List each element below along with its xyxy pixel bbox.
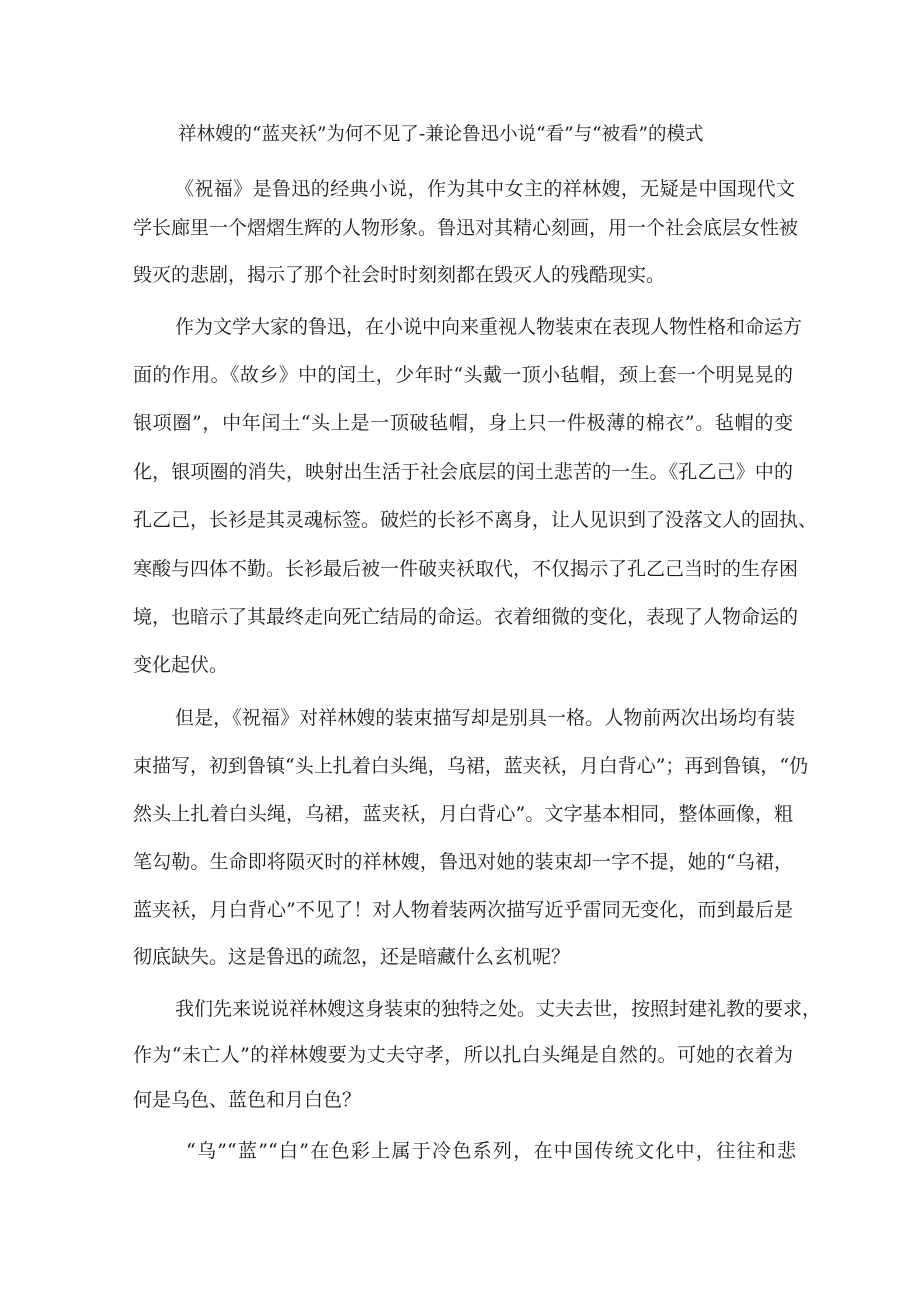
paragraph-1-line-3: 毁灭的悲剧，揭示了那个社会时时刻刻都在毁灭人的残酷现实。: [133, 264, 666, 286]
paragraph-4-line-2: 作为“未亡人”的祥林嫂要为丈夫守孝，所以扎白头绳是自然的。可她的衣着为: [133, 1044, 793, 1066]
paragraph-2-line-1: 作为文学大家的鲁迅，在小说中向来重视人物装束在表现人物性格和命运方: [175, 316, 803, 338]
paragraph-2-line-6: 寒酸与四体不勤。长衫最后被一件破夹袄取代，不仅揭示了孔乙己当时的生存困: [133, 558, 799, 580]
paragraph-2-line-8: 变化起伏。: [133, 654, 229, 676]
paragraph-3-line-2: 束描写，初到鲁镇“头上扎着白头绳，乌裙，蓝夹袄，月白背心”；再到鲁镇，“仍: [133, 755, 809, 777]
paragraph-3-line-4: 笔勾勒。生命即将陨灭时的祥林嫂，鲁迅对她的装束却一字不提，她的“乌裙，: [133, 851, 793, 873]
paragraph-3-line-5: 蓝夹袄，月白背心”不见了！对人物着装两次描写近乎雷同无变化，而到最后是: [133, 899, 793, 921]
paragraph-2-line-4: 化，银项圈的消失，映射出生活于社会底层的闰土悲苦的一生。《孔乙己》中的: [133, 461, 793, 483]
paragraph-1-line-1: 《祝福》是鲁迅的经典小说，作为其中女主的祥林嫂，无疑是中国现代文: [175, 178, 795, 200]
paragraph-3-line-3: 然头上扎着白头绳，乌裙，蓝夹袄，月白背心”。文字基本相同，整体画像，粗: [133, 803, 793, 825]
paragraph-1-line-2: 学长廊里一个熠熠生辉的人物形象。鲁迅对其精心刻画，用一个社会底层女性被: [133, 217, 799, 239]
paragraph-3-line-6: 彻底缺失。这是鲁迅的疏忽，还是暗藏什么玄机呢？: [133, 946, 571, 968]
paragraph-2-line-3: 银项圈”，中年闰土“头上是一顶破毡帽，身上只一件极薄的棉衣”。毡帽的变: [133, 412, 793, 434]
paragraph-5-line-1: “乌”“蓝”“白”在色彩上属于冷色系列，在中国传统文化中，往往和悲: [186, 1140, 796, 1162]
paragraph-2-line-2: 面的作用。《故乡》中的闰土，少年时“头戴一顶小毡帽，颈上套一个明晃晃的: [133, 364, 793, 386]
paragraph-4-line-3: 何是乌色、蓝色和月白色？: [133, 1089, 362, 1111]
paragraph-2-line-5: 孔乙己，长衫是其灵魂标签。破烂的长衫不离身，让人见识到了没落文人的固执、: [133, 509, 818, 531]
paragraph-2-line-7: 境，也暗示了其最终走向死亡结局的命运。衣着细微的变化，表现了人物命运的: [133, 606, 799, 628]
paragraph-4-line-1: 我们先来说说祥林嫂这身装束的独特之处。丈夫去世，按照封建礼教的要求，: [175, 998, 822, 1020]
paragraph-3-line-1: 但是，《祝福》对祥林嫂的装束描写却是别具一格。人物前两次出场均有装: [175, 707, 795, 729]
document-title: 祥林嫂的“蓝夹袄”为何不见了-兼论鲁迅小说“看”与“被看”的模式: [178, 124, 704, 145]
